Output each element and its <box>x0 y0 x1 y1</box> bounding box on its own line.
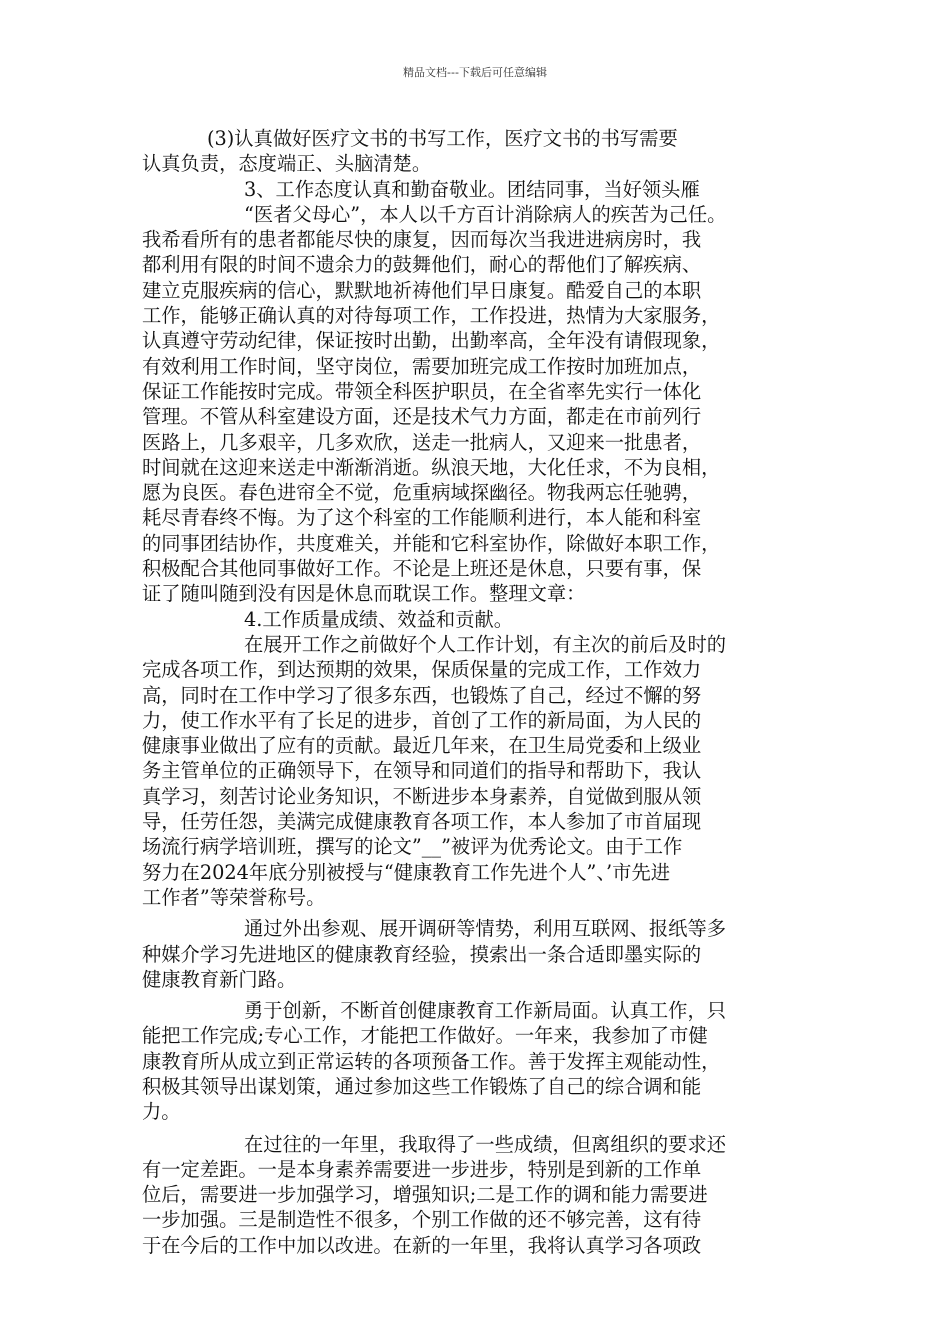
text-line: 愿为良医。春色进帘全不觉，危重病域探幽径。物我两忘任驰骋， <box>142 481 702 505</box>
text-line: 建立克服疾病的信心，默默地祈祷他们早日康复。酷爱自己的本职 <box>142 278 702 302</box>
text-line: 在过往的一年里，我取得了一些成绩，但离组织的要求还 <box>244 1132 727 1156</box>
text-line: 真学习，刻苦讨论业务知识，不断进步本身素养，自觉做到服从领 <box>142 784 702 808</box>
text-line: 有一定差距。一是本身素养需要进一步进步，特别是到新的工作单 <box>142 1157 702 1181</box>
text-line: 位后，需要进一步加强学习，增强知识;二是工作的调和能力需要进 <box>142 1183 708 1207</box>
text-line: 管理。不管从科室建设方面，还是技术气力方面，都走在市前列行 <box>142 405 702 429</box>
text-line: 力。 <box>142 1100 181 1124</box>
text-line: 健康事业做出了应有的贡献。最近几年来，在卫生局党委和上级业 <box>142 734 702 758</box>
text-line: 导，任劳任怨，美满完成健康教育各项工作，本人参加了市首届现 <box>142 810 702 834</box>
text-line: 工作者”等荣誉称号。 <box>142 885 326 909</box>
text-line: 有效利用工作时间，坚守岗位，需要加班完成工作按时加班加点， <box>142 354 702 378</box>
text-line: 通过外出参观、展开调研等情势，利用互联网、报纸等多 <box>244 917 727 941</box>
text-line: 保证工作能按时完成。带领全科医护职员，在全省率先实行一体化 <box>142 379 702 403</box>
text-line: 勇于创新，不断首创健康教育工作新局面。认真工作，只 <box>244 999 727 1023</box>
text-line: 时间就在这迎来送走中渐渐消逝。纵浪天地，大化任求，不为良相， <box>142 455 721 479</box>
text-line: 工作，能够正确认真的对待每项工作，工作投进，热情为大家服务， <box>142 304 721 328</box>
text-line: 力，使工作水平有了长足的进步，首创了工作的新局面，为人民的 <box>142 708 702 732</box>
text-line: 积极配合其他同事做好工作。不论是上班还是休息，只要有事，保 <box>142 557 702 581</box>
text-line: 4.工作质量成绩、效益和贡献。 <box>244 607 514 631</box>
text-line: 于在今后的工作中加以改进。在新的一年里，我将认真学习各项政 <box>142 1233 702 1257</box>
text-line: 完成各项工作，到达预期的效果，保质保量的完成工作，工作效力 <box>142 658 702 682</box>
text-line: 都利用有限的时间不遗余力的鼓舞他们，耐心的帮他们了解疾病、 <box>142 253 702 277</box>
text-line: 医路上，几多艰辛，几多欢欣，送走一批病人，又迎来一批患者， <box>142 430 702 454</box>
text-line: 康教育所从成立到正常运转的各项预备工作。善于发挥主观能动性， <box>142 1049 721 1073</box>
text-line: 种媒介学习先进地区的健康教育经验，摸索出一条合适即墨实际的 <box>142 942 702 966</box>
page-header: 精品文档---下载后可任意编辑 <box>403 66 547 79</box>
text-line: 认真负责，态度端正、头脑清楚。 <box>142 152 432 176</box>
text-line: 证了随叫随到没有因是休息而耽误工作。整理文章： <box>142 582 586 606</box>
text-line: 认真遵守劳动纪律，保证按时出勤，出勤率高，全年没有请假现象， <box>142 329 721 353</box>
text-line: 高，同时在工作中学习了很多东西，也锻炼了自己，经过不懈的努 <box>142 683 702 707</box>
text-line: 场流行病学培训班，撰写的论文”__”被评为优秀论文。由于工作 <box>142 835 683 859</box>
text-line: 耗尽青春终不悔。为了这个科室的工作能顺利进行，本人能和科室 <box>142 506 702 530</box>
text-line: 的同事团结协作，共度难关，并能和它科室协作，除做好本职工作， <box>142 531 721 555</box>
text-line: 积极其领导出谋划策，通过参加这些工作锻炼了自己的综合调和能 <box>142 1074 702 1098</box>
text-line: 健康教育新门路。 <box>142 967 297 991</box>
text-line: 能把工作完成;专心工作，才能把工作做好。一年来，我参加了市健 <box>142 1024 708 1048</box>
text-line: 一步加强。三是制造性不很多，个别工作做的还不够完善，这有待 <box>142 1208 702 1232</box>
text-line: 务主管单位的正确领导下，在领导和同道们的指导和帮助下，我认 <box>142 759 702 783</box>
text-line: 努力在2024年底分别被授与“健康教育工作先进个人”、’市先进 <box>142 860 671 884</box>
text-line: (3)认真做好医疗文书的书写工作，医疗文书的书写需要 <box>207 127 678 150</box>
document-body <box>142 126 812 1258</box>
text-line: 我希看所有的患者都能尽快的康复，因而每次当我进进病房时，我 <box>142 228 702 252</box>
text-line: 在展开工作之前做好个人工作计划，有主次的前后及时的 <box>244 632 727 656</box>
text-line: 3、工作态度认真和勤奋敬业。团结同事，当好领头雁 <box>244 177 700 201</box>
text-line: “医者父母心”，本人以千方百计消除病人的疾苦为己任。 <box>244 202 727 226</box>
